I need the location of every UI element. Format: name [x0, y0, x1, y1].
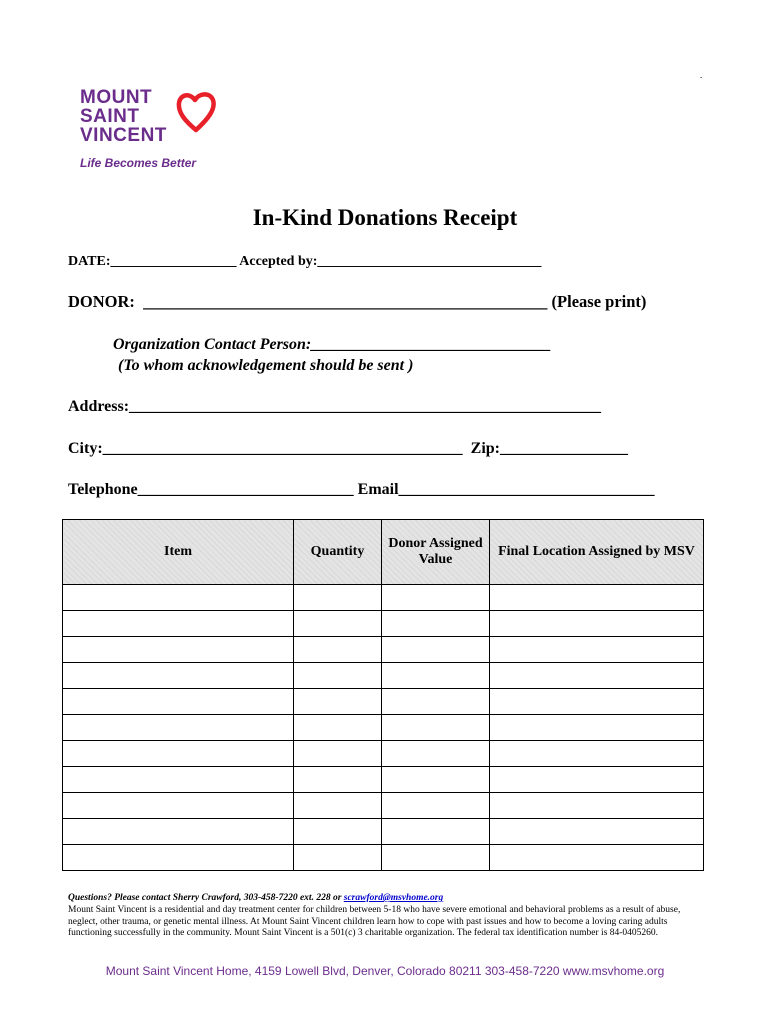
table-row: [63, 845, 704, 871]
corner-mark: .: [700, 70, 703, 80]
table-row: [63, 585, 704, 611]
header-final-location: Final Location Assigned by MSV: [490, 520, 704, 585]
city-zip-line: City:_____________________________________________ Zip:________________: [68, 440, 628, 457]
table-cell[interactable]: [294, 637, 382, 663]
table-cell[interactable]: [63, 689, 294, 715]
table-cell[interactable]: [63, 767, 294, 793]
table-cell[interactable]: [490, 663, 704, 689]
table-cell[interactable]: [490, 741, 704, 767]
donor-line: DONOR: _________________________________________________ (Please print): [68, 292, 647, 311]
table-cell[interactable]: [294, 585, 382, 611]
table-cell[interactable]: [490, 637, 704, 663]
table-cell[interactable]: [294, 611, 382, 637]
table-row: [63, 715, 704, 741]
table-cell[interactable]: [294, 767, 382, 793]
table-row: [63, 663, 704, 689]
questions-line: [68, 893, 443, 903]
table-cell[interactable]: [63, 819, 294, 845]
address-line: Address:___________________________________________________________: [68, 398, 602, 415]
table-cell[interactable]: [382, 741, 490, 767]
table-cell[interactable]: [63, 637, 294, 663]
logo-line-1: MOUNT: [80, 87, 153, 108]
table-cell[interactable]: [490, 845, 704, 871]
table-cell[interactable]: [490, 715, 704, 741]
table-cell[interactable]: [490, 611, 704, 637]
table-cell[interactable]: [382, 819, 490, 845]
table-cell[interactable]: [382, 845, 490, 871]
contact-email-link[interactable]: scrawford@msvhome.org: [343, 893, 444, 903]
table-cell[interactable]: [490, 819, 704, 845]
table-header-row: [63, 520, 704, 585]
table-cell[interactable]: [294, 663, 382, 689]
table-cell[interactable]: [382, 637, 490, 663]
header-donor-value: Donor Assigned Value: [382, 520, 490, 585]
page-title: In-Kind Donations Receipt: [252, 205, 518, 230]
table-cell[interactable]: [63, 793, 294, 819]
table-cell[interactable]: [294, 819, 382, 845]
table-cell[interactable]: [63, 585, 294, 611]
date-accepted-line: DATE:__________________ Accepted by:________________________________: [68, 254, 542, 269]
table-row: [63, 767, 704, 793]
donations-table: [62, 519, 704, 871]
contact-note: (To whom acknowledgement should be sent ): [118, 357, 414, 374]
table-cell[interactable]: [294, 793, 382, 819]
table-cell[interactable]: [382, 767, 490, 793]
table-cell[interactable]: [294, 715, 382, 741]
table-cell[interactable]: [382, 715, 490, 741]
table-cell[interactable]: [63, 845, 294, 871]
heart-icon: [176, 90, 216, 134]
table-cell[interactable]: [490, 689, 704, 715]
contact-person-line: Organization Contact Person:______________________________: [113, 336, 552, 353]
table-row: [63, 741, 704, 767]
table-row: [63, 689, 704, 715]
table-row: [63, 819, 704, 845]
table-cell[interactable]: [382, 611, 490, 637]
header-quantity: Quantity: [294, 520, 382, 585]
header-item: Item: [63, 520, 294, 585]
questions-text: Questions? Please contact Sherry Crawford, 303-458-7220 ext. 228 or: [68, 893, 344, 903]
telephone-email-line: Telephone___________________________ Email________________________________: [68, 481, 655, 498]
logo-line-3: VINCENT: [80, 125, 167, 146]
table-cell[interactable]: [490, 585, 704, 611]
table-row: [63, 637, 704, 663]
logo: [72, 88, 222, 178]
table-cell[interactable]: [490, 793, 704, 819]
table-cell[interactable]: [294, 689, 382, 715]
table-row: [63, 793, 704, 819]
table-cell[interactable]: [63, 611, 294, 637]
logo-line-2: SAINT: [80, 106, 140, 127]
footer-address: Mount Saint Vincent Home, 4159 Lowell Blvd, Denver, Colorado 80211 303-458-7220 www.msvhome.org: [105, 964, 665, 978]
table-cell[interactable]: [63, 715, 294, 741]
table-cell[interactable]: [382, 793, 490, 819]
table-cell[interactable]: [382, 689, 490, 715]
table-cell[interactable]: [382, 663, 490, 689]
table-cell[interactable]: [490, 767, 704, 793]
table-cell[interactable]: [294, 845, 382, 871]
table-cell[interactable]: [63, 741, 294, 767]
table-cell[interactable]: [382, 585, 490, 611]
table-cell[interactable]: [294, 741, 382, 767]
logo-tagline: Life Becomes Better: [80, 156, 197, 170]
organization-description: Mount Saint Vincent is a residential and day treatment center for children between 5-18 who have severe emotional and behavioral problems as a result of abuse, neglect, other trauma, or genetic mental illness. At Mount Saint Vincent children learn how to cope with past issues and how to become a loving caring adults functioning successfully in the community. Mount Saint Vincent is a 501(c) 3 charitable organization. The federal tax identification number is 84-0405260.: [68, 905, 681, 938]
table-row: [63, 611, 704, 637]
table-cell[interactable]: [63, 663, 294, 689]
